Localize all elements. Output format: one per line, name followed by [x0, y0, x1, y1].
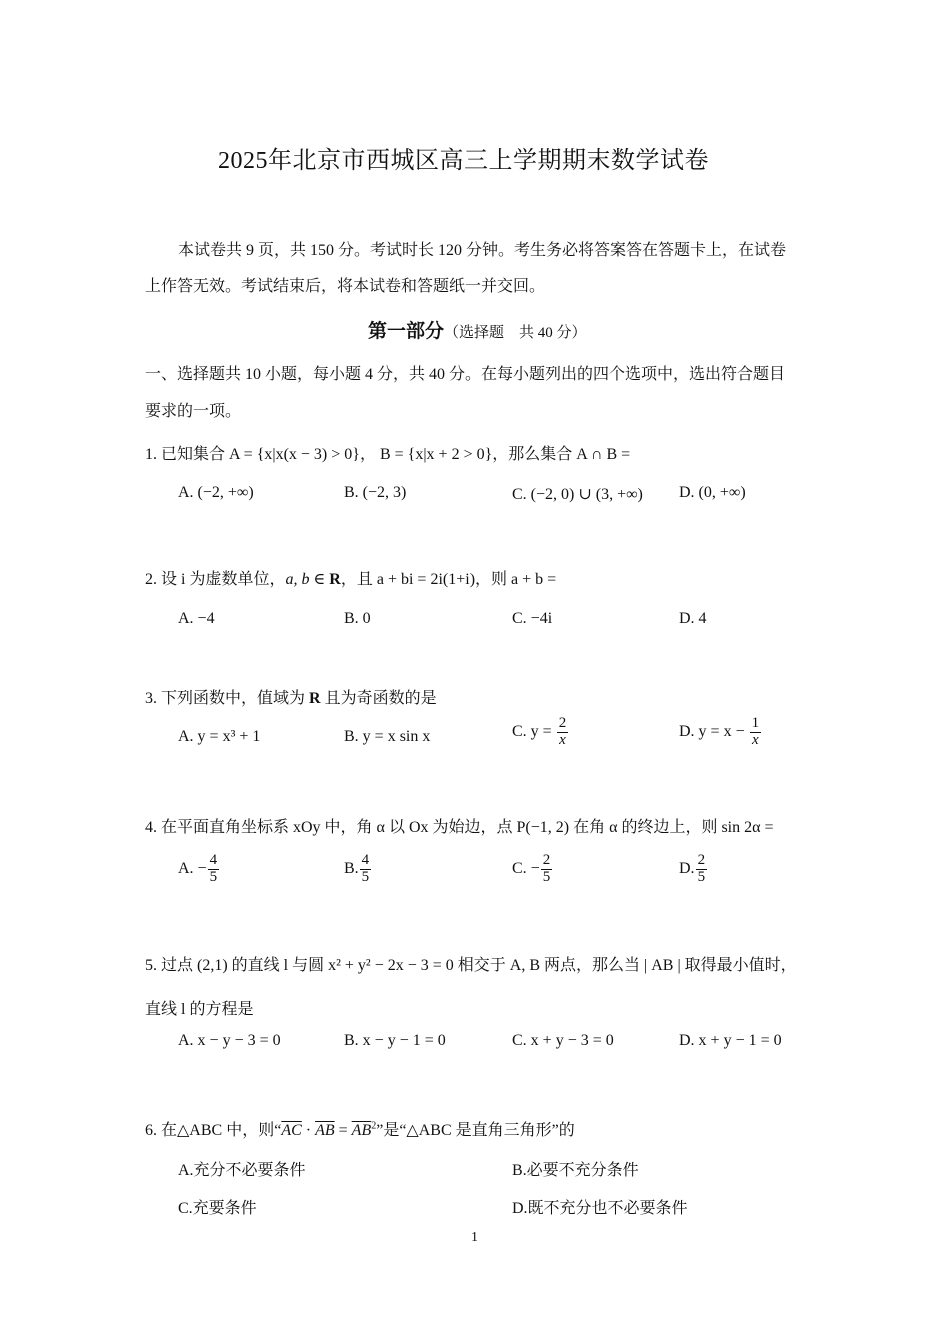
question-4-option-a-fraction — [208, 853, 220, 886]
question-2-stem-part-a: 2. 设 i 为虚数单位， — [145, 571, 286, 588]
question-4-option-c-fraction — [541, 853, 553, 886]
question-1-option-a: A. (−2, +∞) — [178, 484, 254, 501]
page-number: 1 — [471, 1230, 478, 1245]
question-4-option-b-prefix: B. — [344, 859, 359, 877]
question-6-stem — [145, 1117, 575, 1140]
vector-ab: $\overline{AB}$ — [315, 1122, 335, 1139]
question-4-option-a-prefix: A. − — [178, 859, 207, 877]
question-2-stem-part-c: ，且 a + bi = 2i(1+i)，则 a + b = — [340, 571, 557, 588]
fraction-denominator: 5 — [361, 868, 370, 885]
question-3-option-d-prefix: D. y = x − — [679, 722, 745, 740]
fraction-numerator: 1 — [751, 715, 760, 731]
section-instruction-line-2: 要求的一项。 — [145, 403, 242, 420]
fraction-numerator: 2 — [542, 852, 551, 868]
question-6-stem-part-b: ”是“△ABC 是直角三角形”的 — [376, 1122, 575, 1139]
vector-ac: $\overline{AC}$ — [281, 1122, 302, 1139]
fraction-denominator: x — [752, 731, 759, 748]
question-1-option-c: C. (−2, 0) ∪ (3, +∞) — [512, 486, 643, 503]
question-2-stem — [145, 566, 556, 589]
question-5-stem-line-1: 5. 过点 (2,1) 的直线 l 与圆 x² + y² − 2x − 3 = 0 相交于 A, B 两点，那么当 | AB | 取得最小值时， — [145, 957, 797, 974]
part-subtitle: （选择题 共 40 分） — [444, 325, 587, 341]
vector-ab-squared: $\overline{AB}$ — [351, 1122, 372, 1139]
question-3-option-d — [679, 716, 762, 749]
question-5-option-c: C. x + y − 3 = 0 — [512, 1032, 614, 1049]
question-5-option-b: B. x − y − 1 = 0 — [344, 1032, 446, 1049]
question-6-option-d: D.既不充分也不必要条件 — [512, 1200, 688, 1217]
question-6-option-c: C.充要条件 — [178, 1200, 257, 1217]
question-3-option-a: A. y = x³ + 1 — [178, 728, 261, 745]
question-3-option-c-fraction — [557, 716, 569, 749]
equals-operator: = — [334, 1122, 352, 1139]
question-3-stem-part-a: 3. 下列函数中，值域为 — [145, 690, 310, 707]
question-6-option-b: B.必要不充分条件 — [512, 1162, 639, 1179]
question-3-stem — [145, 685, 437, 708]
fraction-denominator: x — [559, 731, 566, 748]
fraction-denominator: 5 — [697, 868, 706, 885]
question-1-stem: 1. 已知集合 A = {x|x(x − 3) > 0}， B = {x|x + 2 > 0}，那么集合 A ∩ B = — [145, 446, 631, 463]
question-3-option-c-prefix: C. y = — [512, 722, 552, 740]
question-2-option-a: A. −4 — [178, 610, 215, 627]
question-4-option-d-fraction — [696, 853, 708, 886]
intro-line-1: 本试卷共 9 页，共 150 分。考试时长 120 分钟。考生务必将答案答在答题卡上，在试卷 — [178, 242, 787, 259]
exponent: 2 — [371, 1120, 377, 1132]
fraction-denominator: 5 — [209, 868, 218, 885]
question-3-option-c — [512, 716, 569, 749]
question-3-option-b: B. y = x sin x — [344, 728, 431, 745]
intro-line-2: 上作答无效。考试结束后，将本试卷和答题纸一并交回。 — [145, 278, 546, 295]
question-1-option-b: B. (−2, 3) — [344, 484, 407, 501]
question-3-stem-part-b: 且为奇函数的是 — [320, 690, 437, 707]
question-5-stem-line-2: 直线 l 的方程是 — [145, 1001, 254, 1018]
question-5-option-a: A. x − y − 3 = 0 — [178, 1032, 281, 1049]
dot-operator: · — [301, 1122, 316, 1139]
question-4-option-b-fraction — [360, 853, 372, 886]
question-2-option-b: B. 0 — [344, 610, 371, 627]
fraction-denominator: 5 — [542, 868, 551, 885]
question-2-option-d: D. 4 — [679, 610, 707, 627]
question-3-real-set: R — [309, 690, 321, 707]
part-heading — [368, 316, 587, 343]
question-3-option-d-fraction — [750, 716, 762, 749]
question-2-stem-part-b: a, b ∈ — [285, 571, 330, 588]
question-5-option-d: D. x + y − 1 = 0 — [679, 1032, 782, 1049]
question-4-option-c — [512, 853, 553, 886]
question-1-option-d: D. (0, +∞) — [679, 484, 746, 501]
fraction-numerator: 4 — [361, 852, 370, 868]
question-4-stem: 4. 在平面直角坐标系 xOy 中，角 α 以 Ox 为始边，点 P(−1, 2) 在角 α 的终边上，则 sin 2α = — [145, 819, 774, 836]
question-2-option-c: C. −4i — [512, 610, 553, 627]
question-2-real-set: R — [329, 571, 341, 588]
fraction-numerator: 2 — [558, 715, 567, 731]
question-4-option-d-prefix: D. — [679, 859, 695, 877]
question-4-option-d — [679, 853, 708, 886]
question-4-option-b — [344, 853, 372, 886]
question-4-option-c-prefix: C. − — [512, 859, 540, 877]
part-title: 第一部分 — [368, 321, 445, 342]
question-4-option-a — [178, 853, 220, 886]
question-6-stem-part-a: 6. 在△ABC 中，则“ — [145, 1122, 282, 1139]
section-instruction-line-1: 一、选择题共 10 小题，每小题 4 分，共 40 分。在每小题列出的四个选项中，选出符合题目 — [145, 366, 786, 383]
fraction-numerator: 4 — [209, 852, 218, 868]
fraction-numerator: 2 — [697, 852, 706, 868]
page-title: 2025年北京市西城区高三上学期期末数学试卷 — [218, 148, 709, 174]
question-6-option-a: A.充分不必要条件 — [178, 1162, 306, 1179]
